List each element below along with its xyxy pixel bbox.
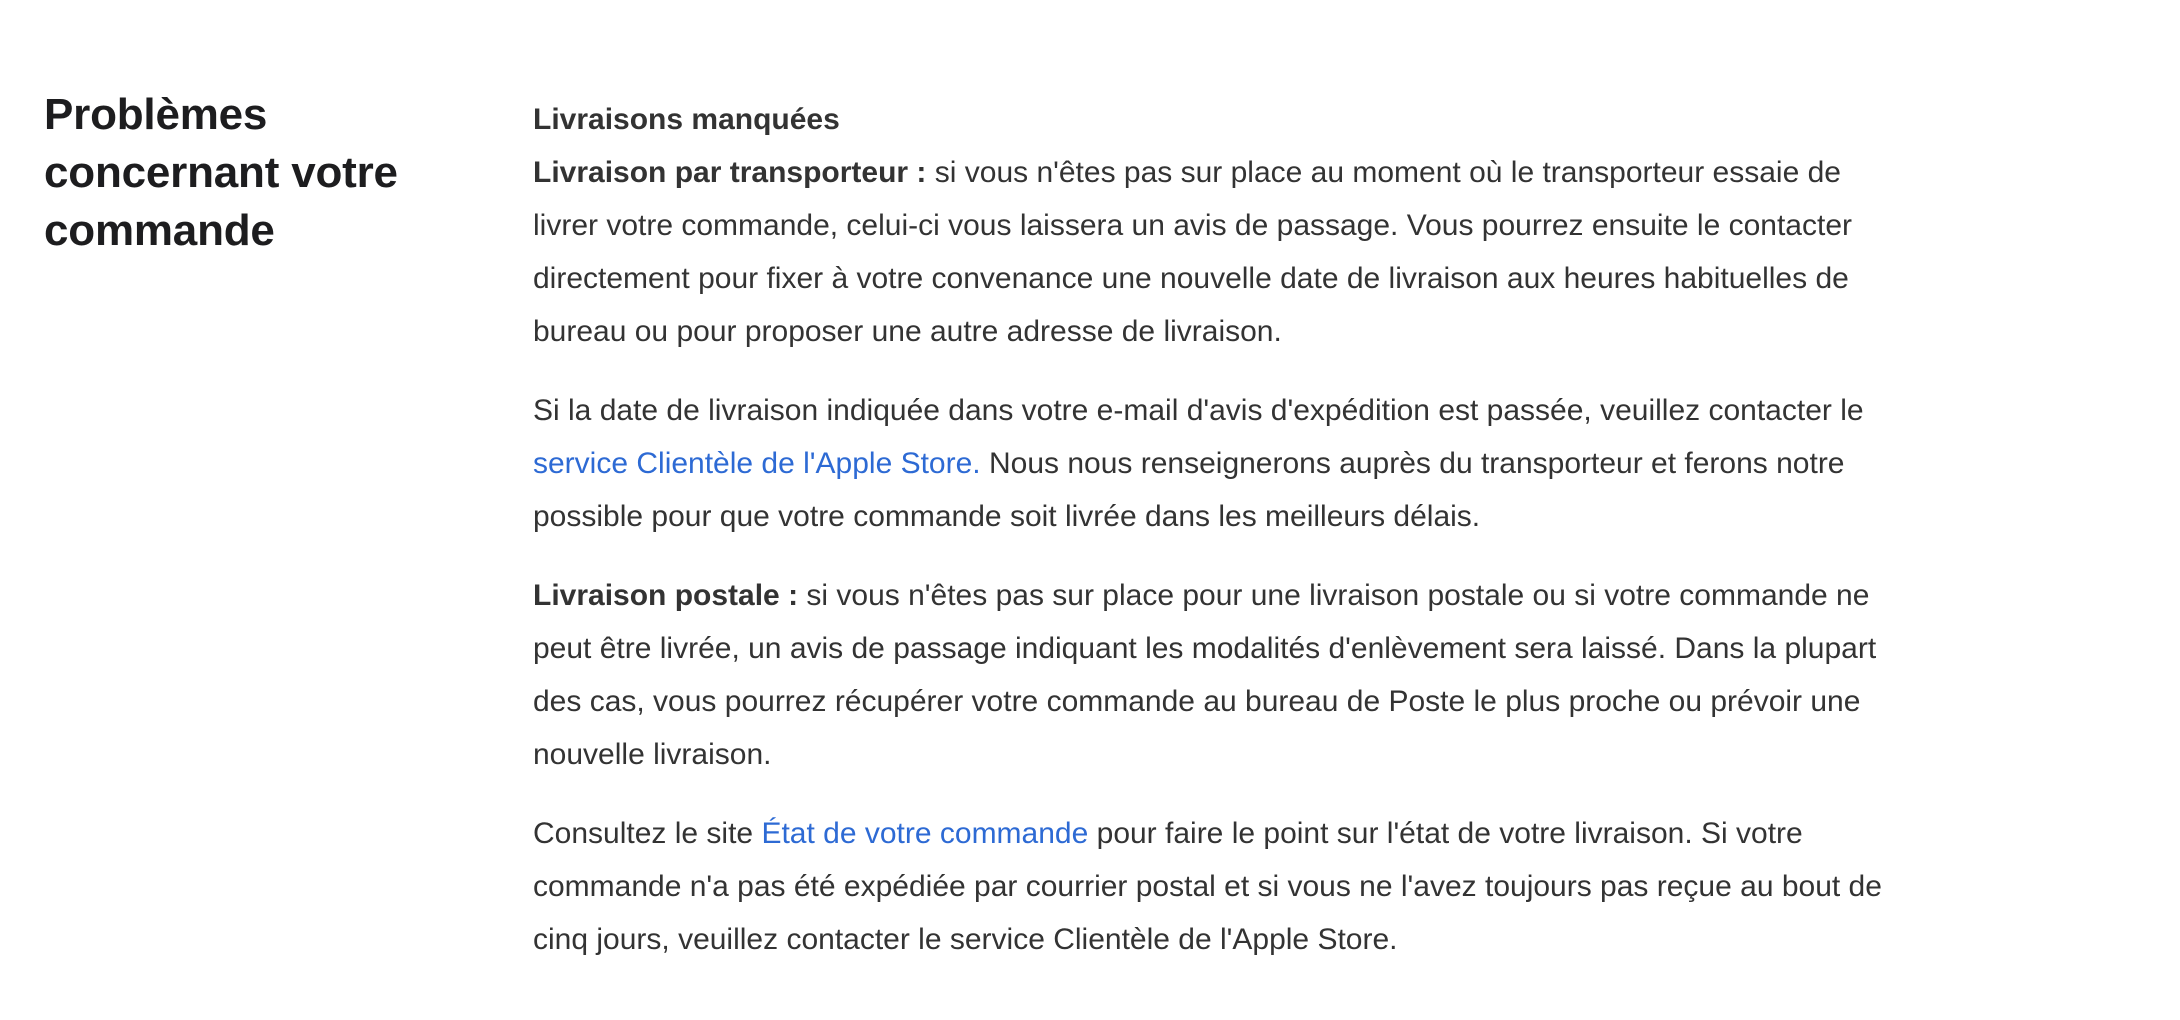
paragraph-text: Nous nous renseignerons auprès du transporteur et ferons notre possible pour que votre commande soit livrée dans les meilleurs délais.: [533, 447, 1845, 533]
paragraph-text: Consultez le site: [533, 817, 762, 850]
paragraph-bold-lead: Livraison postale :: [533, 579, 799, 612]
paragraph-bold-lead: Livraison par transporteur :: [533, 156, 927, 189]
paragraph-text: si vous n'êtes pas sur place pour une livraison postale ou si votre commande ne peut être livrée, un avis de passage indiquant les modalités d'enlèvement sera laissé. Dans la plupart des cas, vous pourrez récupérer votre commande au bureau de Poste le plus proche ou prévoir une nouvelle livraison.: [533, 579, 1877, 771]
section-content: [533, 93, 1913, 966]
section-sidebar: [44, 86, 464, 260]
order-status-link[interactable]: État de votre commande: [761, 817, 1089, 850]
paragraph-text: pour faire le point sur l'état de votre livraison. Si votre commande n'a pas été expédiée par courrier postal et si vous ne l'avez toujours pas reçue au bout de cinq jours, veuillez contacter le service Clientèle de l'Apple Store.: [533, 817, 1882, 956]
paragraph-postal-delivery: [533, 569, 1913, 781]
subsection-heading: Livraisons manquées: [533, 103, 840, 136]
section-title: Problèmes concernant votre commande: [44, 90, 398, 255]
paragraph-carrier-delivery: [533, 146, 1913, 358]
paragraph-shipment-date: [533, 384, 1913, 543]
paragraph-text: si vous n'êtes pas sur place au moment où le transporteur essaie de livrer votre commande, celui-ci vous laissera un avis de passage. Vous pourrez ensuite le contacter directement pour fixer à votre convenance une nouvelle date de livraison aux heures habituelles de bureau ou pour proposer une autre adresse de livraison.: [533, 156, 1852, 348]
paragraph-order-status: [533, 807, 1913, 966]
customer-service-link[interactable]: service Clientèle de l'Apple Store.: [533, 447, 981, 480]
paragraph-text: Si la date de livraison indiquée dans votre e-mail d'avis d'expédition est passée, veuillez contacter le: [533, 394, 1864, 427]
